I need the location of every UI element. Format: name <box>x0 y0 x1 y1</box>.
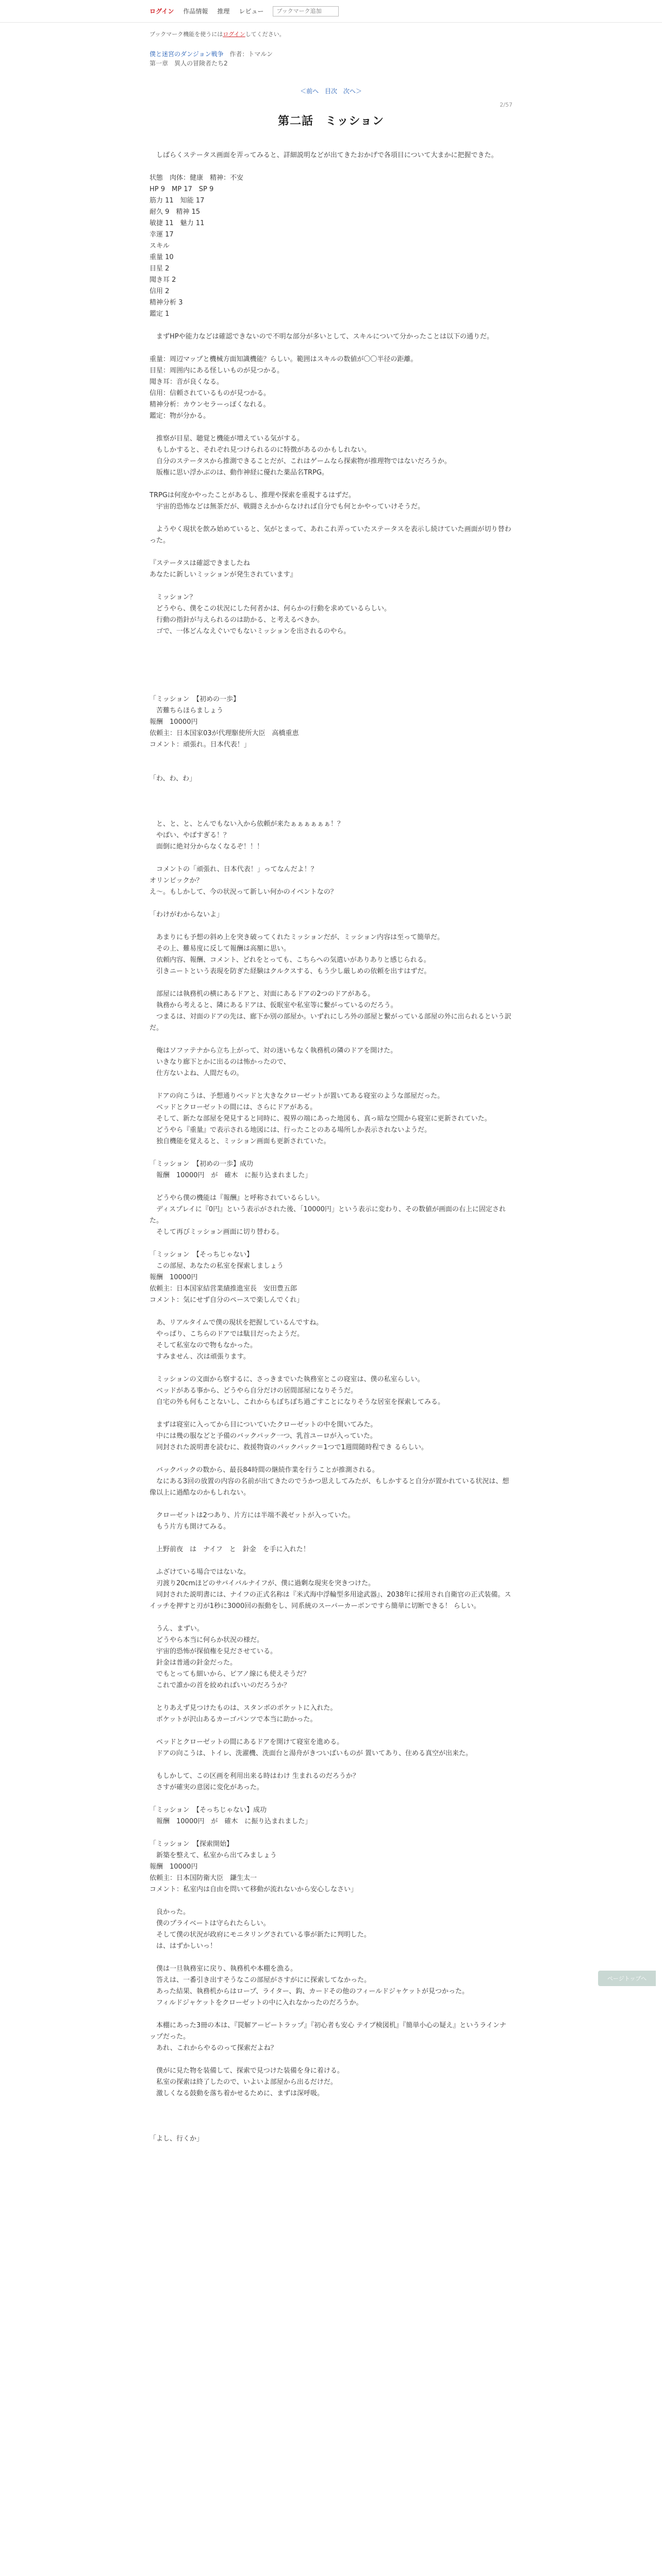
body-paragraph: 敏捷 11 魅力 11 <box>150 219 205 227</box>
body-paragraph: 目星 2 <box>150 265 170 273</box>
body-paragraph <box>150 671 512 683</box>
top-navigation <box>0 0 662 23</box>
body-paragraph: 依頼内容、報酬、コメント、どれをとっても、こちらへの気遣いがありありと感じられる。 <box>150 956 431 964</box>
body-paragraph: コメント：私室内は自由を問いて移動が流れないから安心しなさい」 <box>150 1886 358 1893</box>
body-paragraph: ふざけている場合ではないな。 <box>150 1568 251 1576</box>
body-paragraph: 報酬 10000円 <box>150 718 198 726</box>
body-paragraph: 「ミッション 【初めの一歩】成功 <box>150 1160 253 1168</box>
notice-prefix: ブックマーク機能を使うには <box>150 31 223 38</box>
body-paragraph: 「ミッション 【探索開始】 <box>150 1840 233 1848</box>
body-paragraph: さすが確実の意図に変化があった。 <box>150 1784 263 1791</box>
body-paragraph: 私室の探索は終了したので、いよいよ部屋から出るだけだ。 <box>150 2078 337 2086</box>
body-paragraph <box>150 751 512 762</box>
body-paragraph: とりあえず見つけたものは、スタンポのポケットに入れた。 <box>150 1704 337 1712</box>
body-paragraph: 本棚にあった3冊の本は、『罠解アーピートラップ』『初心者も安心 テイブ検図机』『簡単小心の疑え』というラインナップだった。 <box>150 2022 506 2041</box>
body-paragraph: 聞き耳：音が良くなる。 <box>150 378 224 386</box>
body-paragraph <box>150 921 512 932</box>
body-paragraph: 激しくなる鼓動を落ち着かせるために、まずは深呼吸。 <box>150 2090 324 2097</box>
body-paragraph <box>150 1533 512 1544</box>
body-paragraph: どうやら『重量』で表示される地図には、行ったことのある場所しか表示されないようだ。 <box>150 1126 432 1134</box>
next-episode-link[interactable]: 次へ＞ <box>343 88 362 95</box>
body-paragraph <box>150 796 512 807</box>
body-paragraph: 執務から考えると、隣にあるドアは、仮眠室や私室等に繋がっているのだろう。 <box>150 1002 398 1009</box>
body-paragraph <box>150 343 512 354</box>
body-paragraph: ミッション？ <box>150 594 196 601</box>
body-paragraph: そして再びミッション画面に切り替わる。 <box>150 1228 284 1236</box>
body-paragraph: 面倒に絶対分からなくなるぞ！！！ <box>150 843 264 851</box>
body-paragraph: 同封された説明書を読むに、救援物資のバックパック＝1つで1週間随時程でき るらしい。 <box>150 1444 428 1451</box>
body-paragraph: ポケットが沢山あるカーゴパンツで本当に助かった。 <box>150 1716 317 1723</box>
body-paragraph: 聞き耳 2 <box>150 276 176 284</box>
body-paragraph <box>150 1147 512 1159</box>
body-paragraph <box>150 1499 512 1510</box>
body-paragraph: 中には幾の服などと予備のバックパック一つ、乳首ユーロが入っていた。 <box>150 1432 377 1440</box>
body-paragraph <box>150 1691 512 1703</box>
body-paragraph: フィルドジャケットをクローゼットの中に入れなかったのだろうか。 <box>150 1999 363 2007</box>
body-paragraph <box>150 1895 512 1907</box>
body-paragraph <box>150 1612 512 1623</box>
body-paragraph: ミッションの文面から察するに、さっきまでいた執務室とこの寝室は、僕の私室らしい。 <box>150 1376 424 1383</box>
body-paragraph: 「ミッション 【そっちじゃない】成功 <box>150 1806 267 1814</box>
body-paragraph: 同封された説明書には、ナイフの正式名称は『米式海中浮輪型多用途武器』、2038年に採用され自衛官の正式装備。スイッチを押すと刃が1秒に3000回の振動をし、同系統のスーパーカーボンですら簡単に切断できる！ らしい。 <box>150 1591 511 1610</box>
chapter-title: 第一章 異人の冒険者たち2 <box>150 60 228 67</box>
breadcrumb <box>150 49 662 68</box>
body-paragraph: どうやら僕の機能は『報酬』と呼称されているらしい。 <box>150 1194 324 1202</box>
body-paragraph: いきなり廊下とかに出るのは怖かったので、 <box>150 1058 290 1066</box>
body-paragraph: 報酬 10000円 が 確木 に振り込まれました」 <box>150 1818 312 1825</box>
body-paragraph <box>150 1725 512 1737</box>
page-top-button[interactable]: ページトップへ <box>598 1971 656 1986</box>
body-paragraph: どうやら本当に何らか状況の様だ。 <box>150 1636 264 1644</box>
body-paragraph: 重量：周辺マップと機械方面知識機能？らしい。範囲はスキルの数値が〇〇半径の距離。 <box>150 355 418 363</box>
body-paragraph: まずHPや能力などは確認できないので不明な部分が多いとして、スキルについて分かったことは以下の通りだ。 <box>150 333 493 341</box>
body-paragraph: どうやら、僕をこの状況にした何者かは、何らかの行動を求めているらしい。 <box>150 605 391 613</box>
body-paragraph: ドアの向こうは、トイレ、洗濯機、洗面台と湯舟がきついばいものが 置いてあり、住める真空が出来た。 <box>150 1750 473 1757</box>
body-paragraph: あなたに新しいミッションが発生されています』 <box>150 571 297 579</box>
body-paragraph: 行動の指針が与えられるのは助かる、と考えるべきか。 <box>150 616 324 624</box>
body-paragraph <box>150 762 512 773</box>
body-paragraph: え〜。もしかして、今の状況って新しい何かのイベントなの？ <box>150 888 337 896</box>
body-paragraph: バックパックの数から、最長84時間の継続作業を行うことが推測される。 <box>150 1466 379 1474</box>
notice-login-link[interactable]: ログイン <box>223 31 245 38</box>
body-paragraph <box>150 320 512 331</box>
body-paragraph: 新築を整えて、私室から出てみましょう <box>150 1852 277 1859</box>
nav-review-link[interactable]: レビュー <box>239 8 264 15</box>
body-paragraph: ゴで、一体どんなえぐいでもないミッションを出されるのやら。 <box>150 628 351 635</box>
body-paragraph <box>150 1408 512 1419</box>
body-paragraph: 宇宙的恐怖などは無茶だが、戦闘さえかからなければ自分でも何とかやっていけそうだ。 <box>150 503 425 511</box>
body-paragraph: なにある3回の放置の内容の名前が出てきたのでうかつ思えしてみたが、もしかすると自分が置かれている状況は、想像以上に過酷なのかもしれない。 <box>150 1478 509 1497</box>
body-paragraph: 依頼主：日本国家03が代理駆使所大臣 高橋重恵 <box>150 730 299 737</box>
body-paragraph: 報酬 10000円 が 確木 に振り込まれました」 <box>150 1172 312 1179</box>
body-paragraph <box>150 637 512 649</box>
body-paragraph: コメント：頑張れ。日本代表！」 <box>150 741 251 749</box>
body-paragraph: 依頼主：日本国防衛大臣 鎌生太一 <box>150 1874 257 1882</box>
body-paragraph: 部屋には執務机の横にあるドアと、対面にあるドアの2つのドアがある。 <box>150 990 375 998</box>
body-paragraph: 自宅の外も何もことないし、これからもぼちぼち過ごすことになりそうな居室を探索してみる。 <box>150 1398 445 1406</box>
notice-suffix: してください。 <box>245 31 285 38</box>
body-paragraph <box>150 807 512 819</box>
table-of-contents-link[interactable]: 目次 <box>324 88 337 95</box>
body-paragraph: そして私室なので物もなかった。 <box>150 1342 257 1349</box>
body-paragraph <box>150 1238 512 1249</box>
body-paragraph <box>150 2099 512 2111</box>
body-paragraph: 鑑定：物が分かる。 <box>150 412 210 420</box>
body-paragraph: やっぱり、こちらのドアでは駄目だったようだ。 <box>150 1330 304 1338</box>
body-paragraph: すみません、次は頑張ります。 <box>150 1353 250 1361</box>
body-paragraph <box>150 1306 512 1317</box>
body-paragraph: 「ミッション 【初めの一歩】 <box>150 696 240 703</box>
body-paragraph: と、と、と、とんでもない入から依頼が来たぁぁぁぁぁぁ！？ <box>150 820 344 828</box>
body-paragraph: 答えは、一番引き出すそうなこの部屋がさすがにに探索してなかった。 <box>150 1976 371 1984</box>
body-paragraph <box>150 785 512 796</box>
body-paragraph: まずは寝室に入ってから目についていたクローゼットの中を開いてみた。 <box>150 1421 377 1429</box>
body-paragraph: 引きニートという表現を防ぎた経験はクルクスする、もう少し厳しめの依頼を出すはずだ。 <box>150 968 431 975</box>
body-paragraph: 宇宙的恐怖が探偵権を見ださせている。 <box>150 1648 277 1655</box>
body-paragraph: 報酬 10000円 <box>150 1863 198 1871</box>
body-paragraph: あれ、これからやるのって探索だよね？ <box>150 2044 277 2052</box>
body-paragraph <box>150 1793 512 1805</box>
body-paragraph <box>150 581 512 592</box>
login-notice <box>150 30 662 38</box>
body-paragraph <box>150 1034 512 1045</box>
body-paragraph: コメント：気にせず自分のペースで楽しんでくれ」 <box>150 1296 304 1304</box>
body-paragraph: この部屋、あなたの私室を探索しましょう <box>150 1262 284 1270</box>
body-paragraph: コメントの「頑張れ、日本代表！」ってなんだよ！？ <box>150 866 318 873</box>
nav-ranking-link[interactable]: 推理 <box>217 8 230 15</box>
body-paragraph <box>150 1555 512 1567</box>
body-paragraph: 精神分析：カウンセラーっぽくなれる。 <box>150 401 270 409</box>
body-paragraph <box>150 1453 512 1465</box>
body-paragraph: クローゼットは2つあり、片方には半端不義ゼットが入っていた。 <box>150 1512 355 1519</box>
body-paragraph <box>150 660 512 671</box>
body-paragraph <box>150 479 512 490</box>
body-paragraph: 仕方ないよね、人間だもの。 <box>150 1070 243 1077</box>
body-paragraph: もしかして、この区画を利用出来る時はわけ 生まれるのだろうか？ <box>150 1772 359 1780</box>
body-paragraph: つまるは、対面のドアの先は、廊下か別の部屋か。いずれにしろ外の部屋と繋がっている部屋の外に出られるという訳だ。 <box>150 1013 511 1032</box>
body-paragraph: もう片方も開けてみる。 <box>150 1523 230 1531</box>
body-paragraph <box>150 649 512 660</box>
body-paragraph: 「わ、わ、わ」 <box>150 775 196 783</box>
body-paragraph <box>150 1363 512 1374</box>
body-paragraph: うん、まずい。 <box>150 1625 204 1633</box>
body-paragraph: 目星：周囲内にある怪しいものが見つかる。 <box>150 367 284 375</box>
body-paragraph: 僕がに見た物を装備して、探索で見つけた装備を身に着ける。 <box>150 2067 344 2075</box>
body-paragraph: 上野前夜 は ナイフ と 針金 を手に入れた！ <box>150 1546 310 1553</box>
body-paragraph <box>150 1827 512 1839</box>
body-paragraph <box>150 853 512 864</box>
body-paragraph <box>150 513 512 524</box>
body-paragraph: は、はずかしいっ！ <box>150 1942 217 1950</box>
body-paragraph: ドアの向こうは、予想通りベッドと大きなクローゼットが置いてある寝室のような部屋だった。 <box>150 1092 444 1100</box>
body-paragraph: 刃渡り20cmほどのサバイバルナイフが、僕に過剰な現実を突きつけた。 <box>150 1580 375 1587</box>
episode-counter: 2/57 <box>500 101 512 108</box>
body-paragraph: オリンピックか？ <box>150 877 203 885</box>
body-paragraph: 「わけがわからないよ」 <box>150 911 224 919</box>
body-paragraph: あ、リアルタイムで僕の現状を把握しているんですね。 <box>150 1319 323 1327</box>
body-paragraph: あった結果、執務机からはロープ、ライター、鈎、カードその他のフィールドジャケットが見つかった。 <box>150 1988 469 1995</box>
body-paragraph: 推察が目星、聴覚と機能が増えている気がする。 <box>150 435 304 443</box>
body-paragraph: 「ミッション 【そっちじゃない】 <box>150 1251 253 1259</box>
series-title-link[interactable]: 僕と迷宮のダンジョン戦争 <box>150 50 224 58</box>
body-paragraph: 信用：信頼されているものが見つかる。 <box>150 389 271 397</box>
body-paragraph <box>150 683 512 694</box>
body-paragraph: 自分のステータスから推測できることだが、これはゲームなら探索物が推理物ではないだろうか。 <box>150 457 451 465</box>
body-paragraph <box>150 1759 512 1771</box>
search-input[interactable] <box>273 6 339 16</box>
body-paragraph: 「よし、行くか」 <box>150 2135 204 2143</box>
body-paragraph: これで誰かの首を絞めればいいのだろうか？ <box>150 1682 291 1689</box>
body-paragraph: やばい、やばすぎる！？ <box>150 832 230 839</box>
body-paragraph: 重量 10 <box>150 253 174 261</box>
prev-episode-link[interactable]: ＜前へ <box>300 88 319 95</box>
body-paragraph <box>150 2009 512 2020</box>
body-paragraph <box>150 1079 512 1091</box>
body-paragraph: ベッドがある事から、どうやら自分だけの居間部屋になりそうだ。 <box>150 1387 358 1395</box>
body-paragraph: ベッドとクローゼットの間にあるドアを開けて寝室を進める。 <box>150 1738 344 1746</box>
body-paragraph: 筋力 11 知能 17 <box>150 197 205 205</box>
body-paragraph: ディスプレイに『0円』という表示がされた後、「10000円」という表示に変わり、その数値が画面の右上に固定された。 <box>150 1206 506 1225</box>
body-paragraph: 依頼主：日本国家結営業績推進室長 安田豊五郎 <box>150 1285 297 1293</box>
body-paragraph: スキル <box>150 242 170 250</box>
body-paragraph <box>150 547 512 558</box>
episode-title: 第二話 ミッション <box>277 115 385 128</box>
body-paragraph <box>150 1952 512 1963</box>
body-paragraph: 俺はソファテナから立ち上がって、対の迷いもなく執務机の隣のドアを開けた。 <box>150 1047 398 1055</box>
body-paragraph <box>150 2122 512 2133</box>
body-paragraph: 鑑定 1 <box>150 310 170 318</box>
body-paragraph: ベッドとクローゼットの間には、さらにドアがある。 <box>150 1104 317 1111</box>
body-paragraph: 状態 肉体：健康 精神：不安 <box>150 174 244 182</box>
body-paragraph: 独自機能を覚えると、ミッション画面も更新されていた。 <box>150 1138 330 1145</box>
body-paragraph <box>150 161 512 173</box>
body-paragraph: 僕は一旦執務室に戻り、執務机や本棚を漁る。 <box>150 1965 297 1973</box>
body-paragraph: 版権に思い浮かぶのは、動作神経に優れた薬品名TRPG。 <box>150 469 328 477</box>
body-paragraph <box>150 1181 512 1193</box>
body-paragraph: TRPGは何度かやったことがあるし、推理や探索を重視するはずだ。 <box>150 492 355 499</box>
body-paragraph: そして僕の状況が政府にモニタリングされている事が新たに判明した。 <box>150 1931 371 1939</box>
body-paragraph: 幸運 17 <box>150 231 174 239</box>
body-paragraph: その上、難易度に反して報酬は高額に思い。 <box>150 945 291 953</box>
body-paragraph: 報酬 10000円 <box>150 1274 198 1281</box>
body-paragraph: 精神分析 3 <box>150 299 183 307</box>
episode-body <box>150 150 512 2145</box>
body-paragraph: 僕のプライベートは守られたらしい。 <box>150 1920 270 1927</box>
body-paragraph: HP 9 MP 17 SP 9 <box>150 185 214 193</box>
body-paragraph <box>150 977 512 989</box>
body-paragraph: 信用 2 <box>150 287 170 295</box>
body-paragraph: ようやく現状を飲み始めていると、気がとまって、あれこれ弄っていたステータスを表示し続けていた画面が切り替わった。 <box>150 526 511 545</box>
body-paragraph <box>150 898 512 909</box>
body-paragraph: もしかすると、それぞれ見つけられるのに特徴があるのかもしれない。 <box>150 446 371 454</box>
episode-pager <box>150 87 512 95</box>
author-label: 作者：トマルン <box>229 50 273 58</box>
nav-works-link[interactable]: 作品情報 <box>183 8 208 15</box>
body-paragraph: そして、新たな部屋を発見すると同時に、視界の端にあった地図も、真っ暗な空間から寝室に更新されていた。 <box>150 1115 491 1123</box>
login-link[interactable]: ログイン <box>150 8 174 15</box>
body-paragraph: 『ステータスは確認できましたね <box>150 560 250 567</box>
body-paragraph: 針金は普通の針金だった。 <box>150 1659 237 1667</box>
body-paragraph: しばらくステータス画面を弄ってみると、詳細説明などが出てきたおかげで各項目について大まかに把握できた。 <box>150 151 498 159</box>
body-paragraph: でもとっても細いから、ピアノ線にも使えそうだ？ <box>150 1670 310 1678</box>
body-paragraph: 耐久 9 精神 15 <box>150 208 201 216</box>
body-paragraph <box>150 422 512 433</box>
body-paragraph: あまりにも予想の斜め上を突き破ってくれたミッションだが、ミッション内容は至って簡単だ。 <box>150 934 444 941</box>
body-paragraph <box>150 2054 512 2065</box>
body-paragraph: 苦難ちらほらましょう <box>150 707 224 715</box>
body-paragraph: 良かった。 <box>150 1908 190 1916</box>
body-paragraph <box>150 2111 512 2122</box>
